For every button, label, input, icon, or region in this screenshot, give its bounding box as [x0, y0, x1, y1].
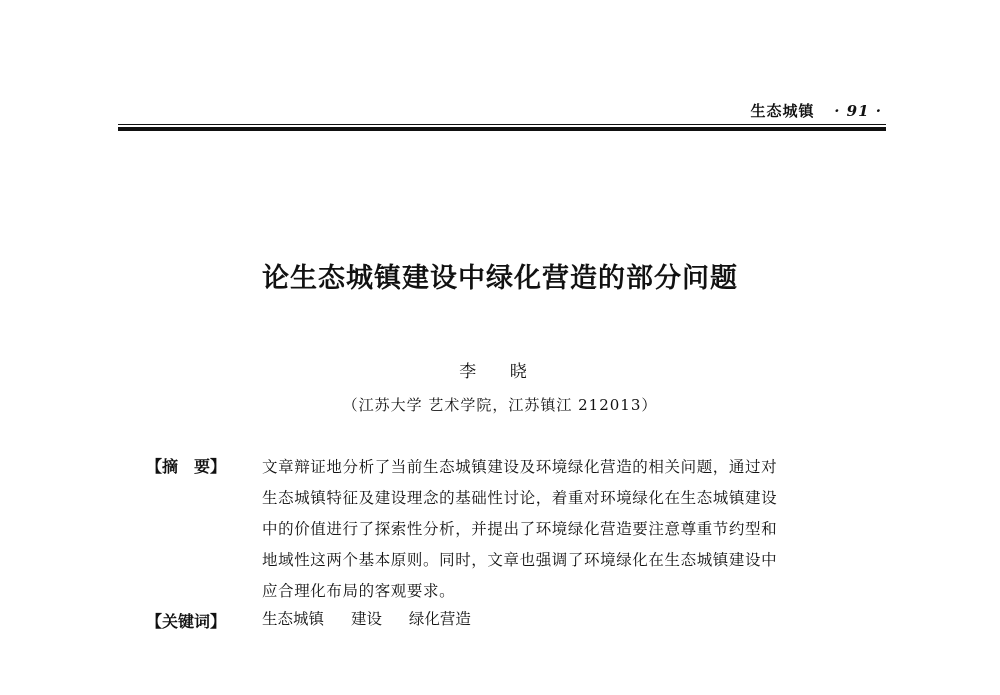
- keywords-label: 【关键词】: [146, 612, 227, 631]
- keyword-item: 建设: [350, 610, 382, 628]
- header-rule-thin: [118, 124, 886, 125]
- abstract-line: 应合理化布局的客观要求。: [262, 582, 456, 600]
- abstract-body: [262, 452, 860, 607]
- abstract-label: 【摘 要】: [146, 457, 227, 476]
- author-affiliation: （江苏大学 艺术学院，江苏镇江 212013）: [342, 396, 658, 414]
- keyword-item: 生态城镇: [262, 610, 325, 628]
- abstract-line: 生态城镇特征及建设理念的基础性讨论，着重对环境绿化在生态城镇建设: [262, 489, 778, 507]
- abstract-line: 地域性这两个基本原则。同时，文章也强调了环境绿化在生态城镇建设中: [262, 551, 778, 569]
- journal-name: 生态城镇: [750, 102, 815, 120]
- paper-title: 论生态城镇建设中绿化营造的部分问题: [262, 263, 738, 294]
- running-head: [750, 100, 882, 121]
- abstract-line: 中的价值进行了探索性分析，并提出了环境绿化营造要注意尊重节约型和: [262, 520, 778, 538]
- author-name: 李 晓: [459, 362, 541, 382]
- header-rule-thick: [118, 127, 886, 131]
- keyword-item: 绿化营造: [408, 610, 471, 628]
- abstract-line: 文章辩证地分析了当前生态城镇建设及环境绿化营造的相关问题，通过对: [262, 458, 778, 476]
- keywords-list: [262, 607, 493, 629]
- page-number: · 91 ·: [834, 102, 882, 120]
